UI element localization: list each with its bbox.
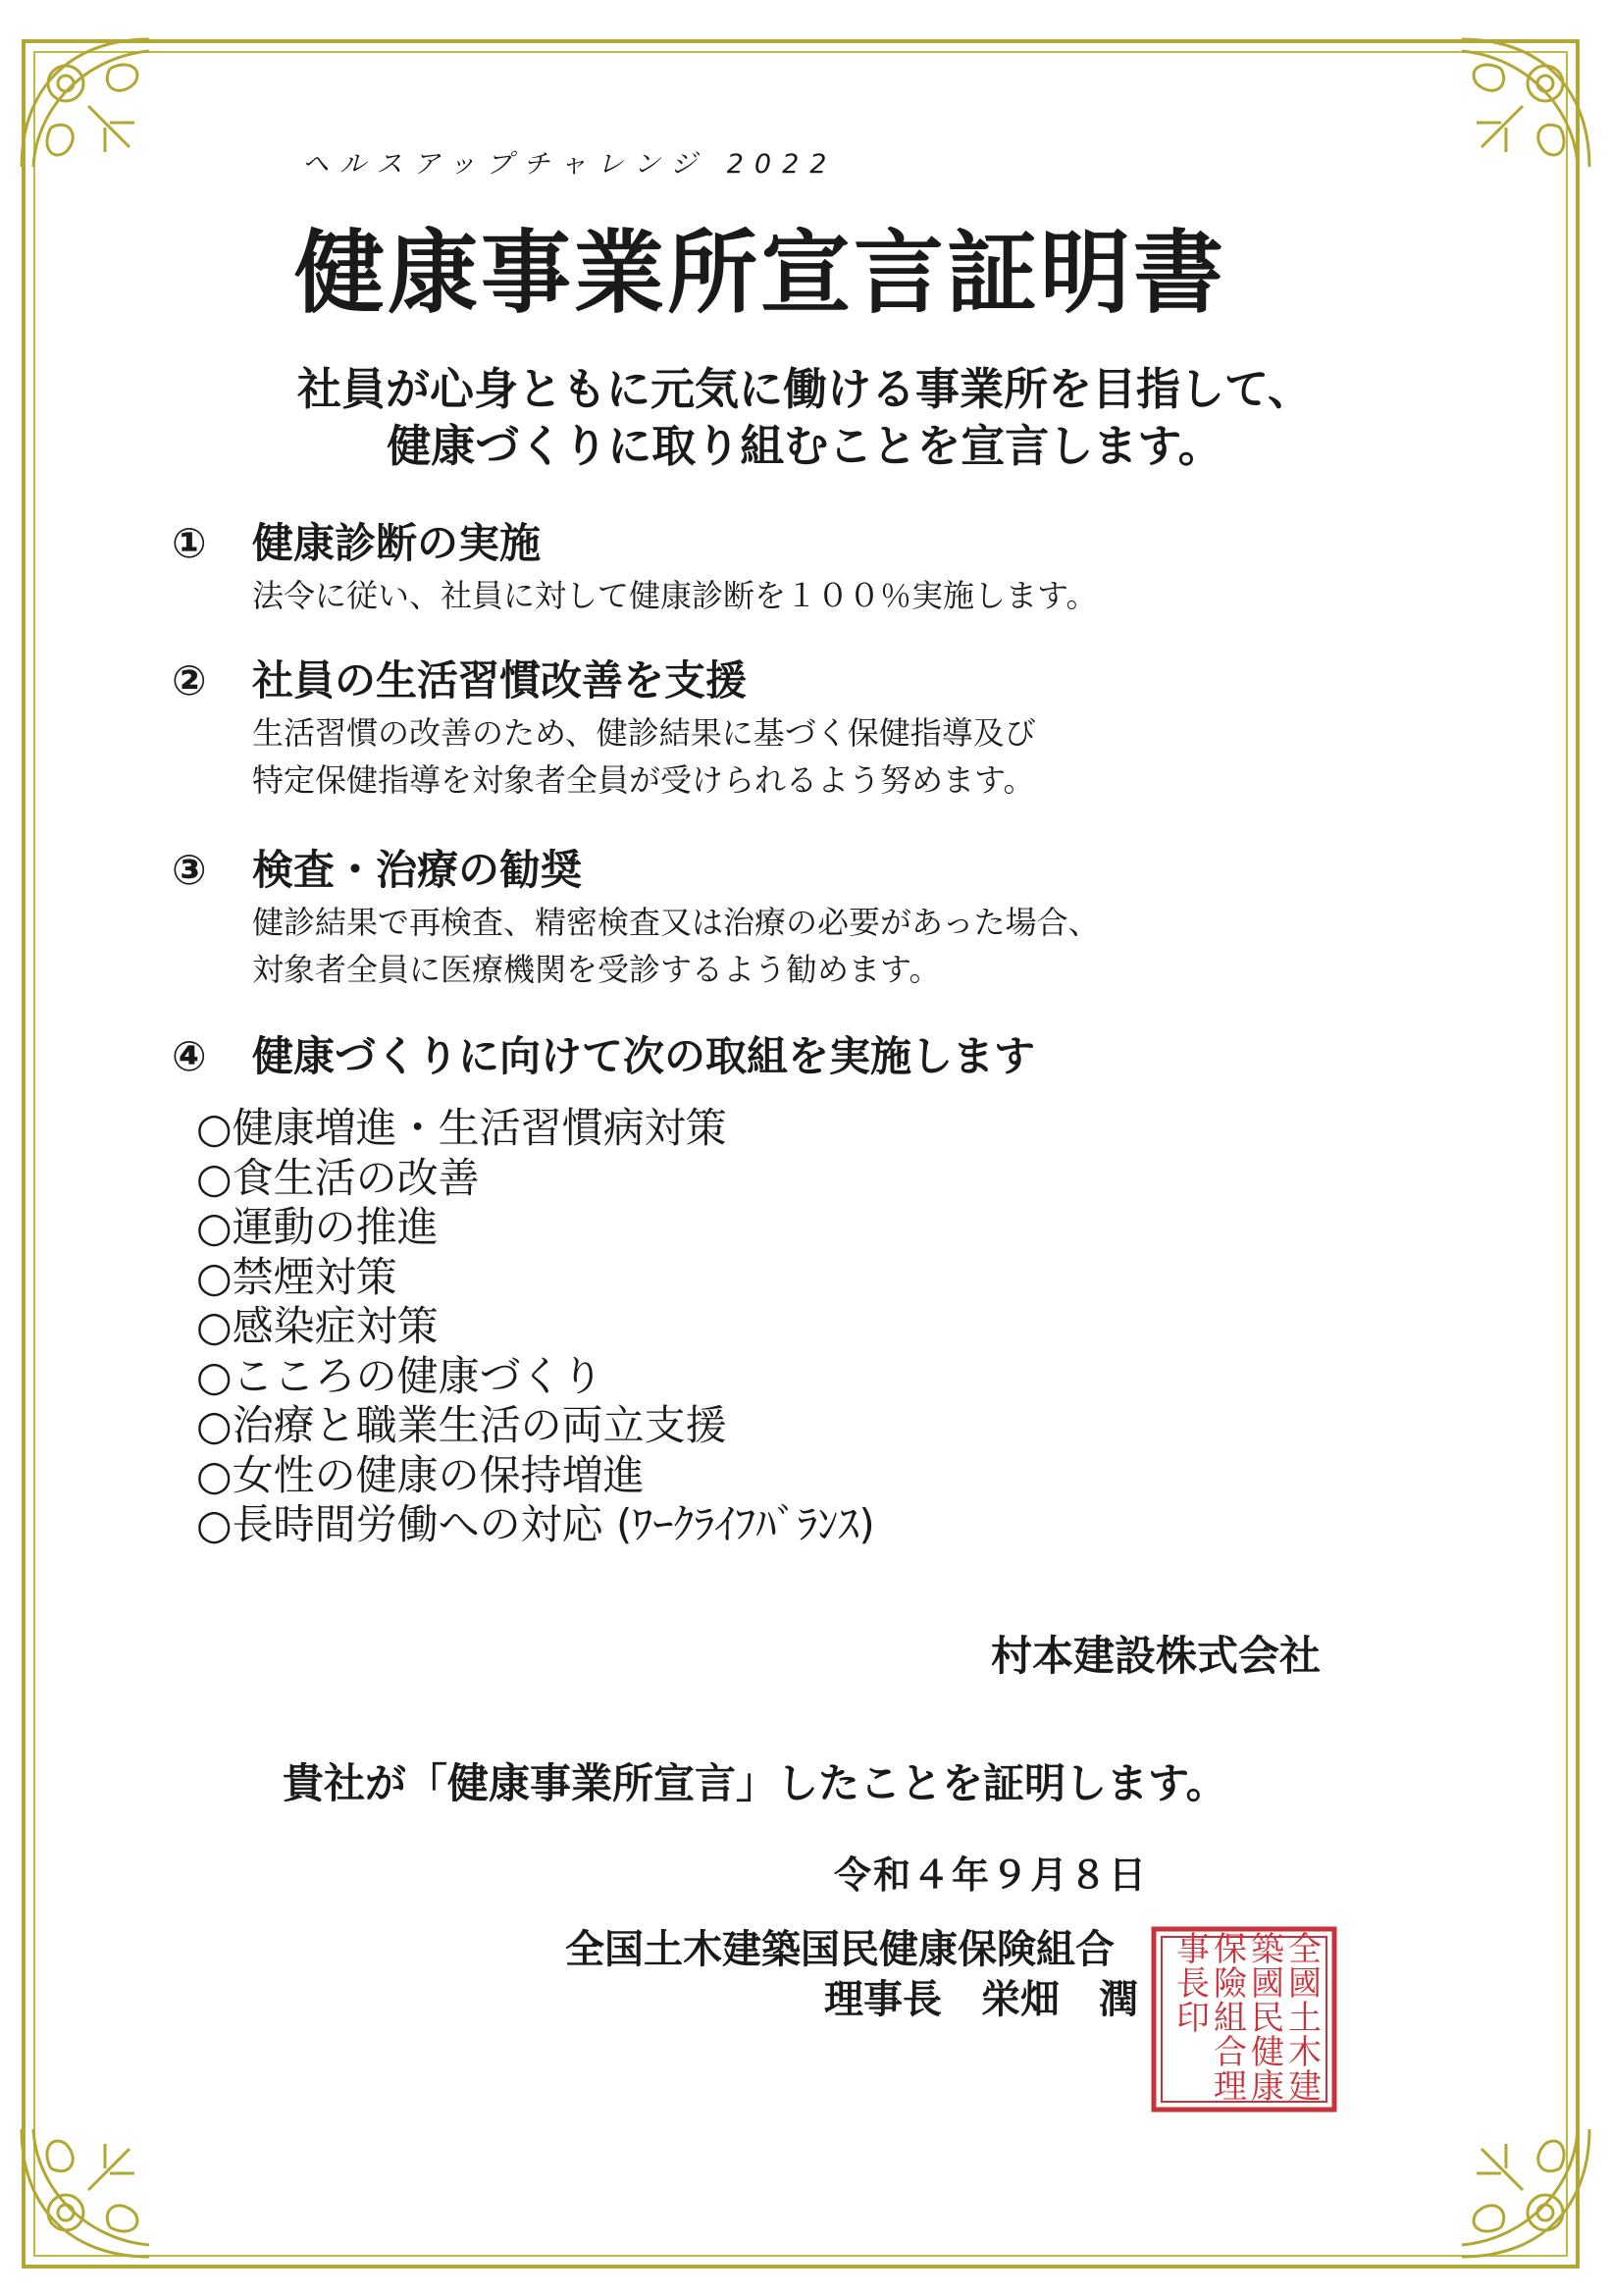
corner-ornament-icon bbox=[12, 29, 159, 177]
item-description bbox=[252, 572, 1097, 619]
list-item: ○治療と職業生活の両立支援 bbox=[196, 1401, 727, 1449]
lead-statement bbox=[196, 361, 1413, 475]
corner-ornament-icon bbox=[1452, 2119, 1599, 2267]
seal-character: 合 bbox=[1214, 2033, 1247, 2072]
item-number: ④ bbox=[172, 1032, 207, 1080]
seal-character: 組 bbox=[1214, 1999, 1247, 2038]
seal-character: 健 bbox=[1251, 2033, 1284, 2072]
item-description-line: 法令に従い、社員に対して健康診断を１００％実施します。 bbox=[252, 577, 1098, 614]
seal-character: 建 bbox=[1288, 2067, 1322, 2107]
corner-ornament-icon bbox=[12, 2119, 159, 2267]
seal-character: 國 bbox=[1288, 1964, 1322, 2004]
seal-character: 築 bbox=[1251, 1930, 1284, 1969]
seal-character: 康 bbox=[1251, 2067, 1284, 2107]
declaration-item-3 bbox=[172, 842, 1100, 993]
item-description-line: 生活習慣の改善のため、健診結果に基づく保健指導及び bbox=[252, 714, 1036, 752]
item-number: ① bbox=[172, 519, 207, 567]
seal-character: 國 bbox=[1251, 1964, 1284, 2004]
item-heading bbox=[172, 1028, 1035, 1085]
seal-character: 險 bbox=[1214, 1964, 1247, 2004]
declaration-item-2 bbox=[172, 652, 1036, 804]
item-description-line: 健診結果で再検査、精密検査又は治療の必要があった場合、 bbox=[252, 904, 1100, 941]
seal-character: 印 bbox=[1176, 1999, 1210, 2038]
seal-character: 理 bbox=[1214, 2067, 1247, 2107]
seal-character: 長 bbox=[1176, 1964, 1210, 2004]
list-item: ○こころの健康づくり bbox=[196, 1351, 603, 1400]
list-item: ○運動の推進 bbox=[196, 1203, 439, 1251]
item-description-line: 特定保健指導を対象者全員が受けられるよう努めます。 bbox=[252, 761, 1035, 799]
item-number: ② bbox=[172, 656, 207, 704]
declaration-item-4 bbox=[172, 1028, 1035, 1085]
item-heading-text: 検査・治療の勧奨 bbox=[252, 846, 583, 894]
seal-character: 民 bbox=[1251, 1999, 1284, 2038]
lead-line: 健康づくりに取り組むことを宣言します。 bbox=[387, 420, 1222, 472]
issuer-chair: 理事長 栄畑 潤 bbox=[824, 1977, 1138, 2022]
item-heading-text: 健康診断の実施 bbox=[252, 519, 542, 567]
item-heading bbox=[172, 842, 1100, 899]
list-item: ○禁煙対策 bbox=[196, 1252, 397, 1301]
certification-statement: 貴社が「健康事業所宣言」したことを証明します。 bbox=[283, 1759, 1227, 1807]
company-name: 村本建設株式会社 bbox=[991, 1632, 1322, 1680]
certificate-subtitle: ヘルスアップチャレンジ 2022 bbox=[302, 149, 838, 180]
seal-character: 木 bbox=[1288, 2033, 1322, 2072]
item-description bbox=[252, 709, 1036, 804]
item-heading-text: 社員の生活習慣改善を支援 bbox=[252, 656, 748, 704]
list-item: ○健康増進・生活習慣病対策 bbox=[196, 1104, 727, 1152]
list-item: ○長時間労働への対応 (ﾜｰｸﾗｲﾌﾊﾞﾗﾝｽ) bbox=[196, 1500, 875, 1548]
seal-character: 全 bbox=[1288, 1930, 1322, 1969]
item-heading bbox=[172, 515, 1097, 572]
item-heading-text: 健康づくりに向けて次の取組を実施します bbox=[252, 1032, 1036, 1080]
certificate-title: 健康事業所宣言証明書 bbox=[294, 220, 1227, 326]
item-description bbox=[252, 899, 1100, 993]
item-description-line: 対象者全員に医療機関を受診するよう勧めます。 bbox=[252, 951, 941, 988]
list-item: ○感染症対策 bbox=[196, 1302, 439, 1350]
issuer-organization: 全国土木建築国民健康保険組合 bbox=[565, 1927, 1115, 1972]
seal-character: 保 bbox=[1214, 1930, 1247, 1969]
corner-ornament-icon bbox=[1452, 29, 1599, 177]
seal-character: 土 bbox=[1288, 1999, 1322, 2038]
official-seal-icon bbox=[1146, 1921, 1342, 2117]
item-heading bbox=[172, 652, 1036, 709]
lead-line: 社員が心身ともに元気に働ける事業所を目指して、 bbox=[296, 363, 1313, 415]
seal-character: 事 bbox=[1176, 1930, 1210, 1969]
list-item: ○食生活の改善 bbox=[196, 1153, 480, 1202]
list-item: ○女性の健康の保持増進 bbox=[196, 1450, 645, 1499]
item-number: ③ bbox=[172, 846, 207, 894]
initiative-list bbox=[196, 1104, 875, 1550]
issue-date: 令和４年９月８日 bbox=[834, 1853, 1149, 1897]
declaration-item-1 bbox=[172, 515, 1097, 619]
